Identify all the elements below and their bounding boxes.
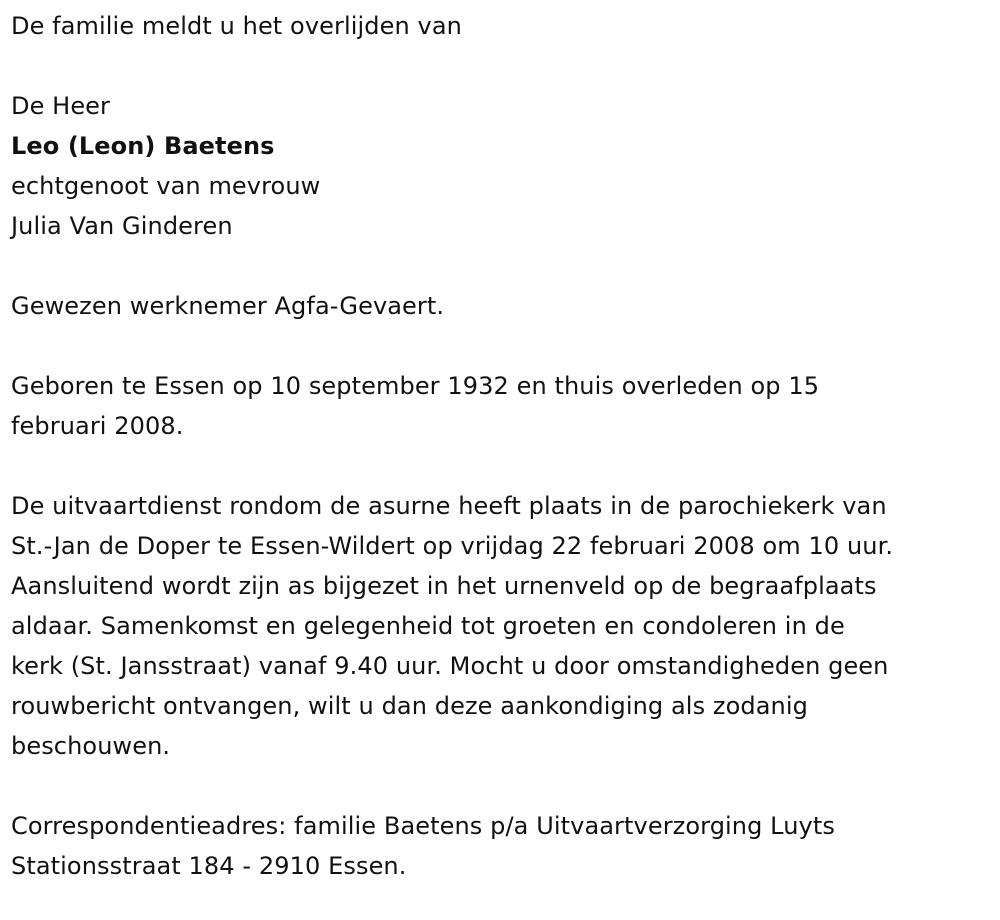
honorific: De Heer (11, 92, 111, 120)
birth-death-paragraph (11, 366, 1000, 446)
paragraph-line: kerk (St. Jansstraat) vanaf 9.40 uur. Mocht u door omstandigheden geen (11, 652, 889, 680)
spacer (11, 766, 1000, 806)
paragraph-line: Correspondentieadres: familie Baetens p/a Uitvaartverzorging Luyts (11, 812, 835, 840)
spacer (11, 46, 1000, 86)
paragraph-line: aldaar. Samenkomst en gelegenheid tot groeten en condoleren in de (11, 612, 845, 640)
paragraph-line: Geboren te Essen op 10 september 1932 en thuis overleden op 15 (11, 372, 820, 400)
intro-text: De familie meldt u het overlijden van (11, 12, 462, 40)
spacer (11, 326, 1000, 366)
occupation-text: Gewezen werknemer Agfa-Gevaert. (11, 292, 445, 320)
paragraph-line: Stationsstraat 184 - 2910 Essen. (11, 852, 407, 880)
spouse-name: Julia Van Ginderen (11, 212, 233, 240)
paragraph-line: Aansluitend wordt zijn as bijgezet in het urnenveld op de begraafplaats (11, 572, 877, 600)
spacer (11, 446, 1000, 486)
spouse-label: echtgenoot van mevrouw (11, 172, 321, 200)
paragraph-line: februari 2008. (11, 412, 184, 440)
paragraph-line: De uitvaartdienst rondom de asurne heeft plaats in de parochiekerk van (11, 492, 887, 520)
paragraph-line: St.-Jan de Doper te Essen-Wildert op vrijdag 22 februari 2008 om 10 uur. (11, 532, 894, 560)
address-paragraph (11, 806, 1000, 886)
service-paragraph (11, 486, 1000, 766)
deceased-name: Leo (Leon) Baetens (11, 132, 275, 160)
paragraph-line: rouwbericht ontvangen, wilt u dan deze aankondiging als zodanig (11, 692, 808, 720)
paragraph-line: beschouwen. (11, 732, 171, 760)
spacer (11, 246, 1000, 286)
